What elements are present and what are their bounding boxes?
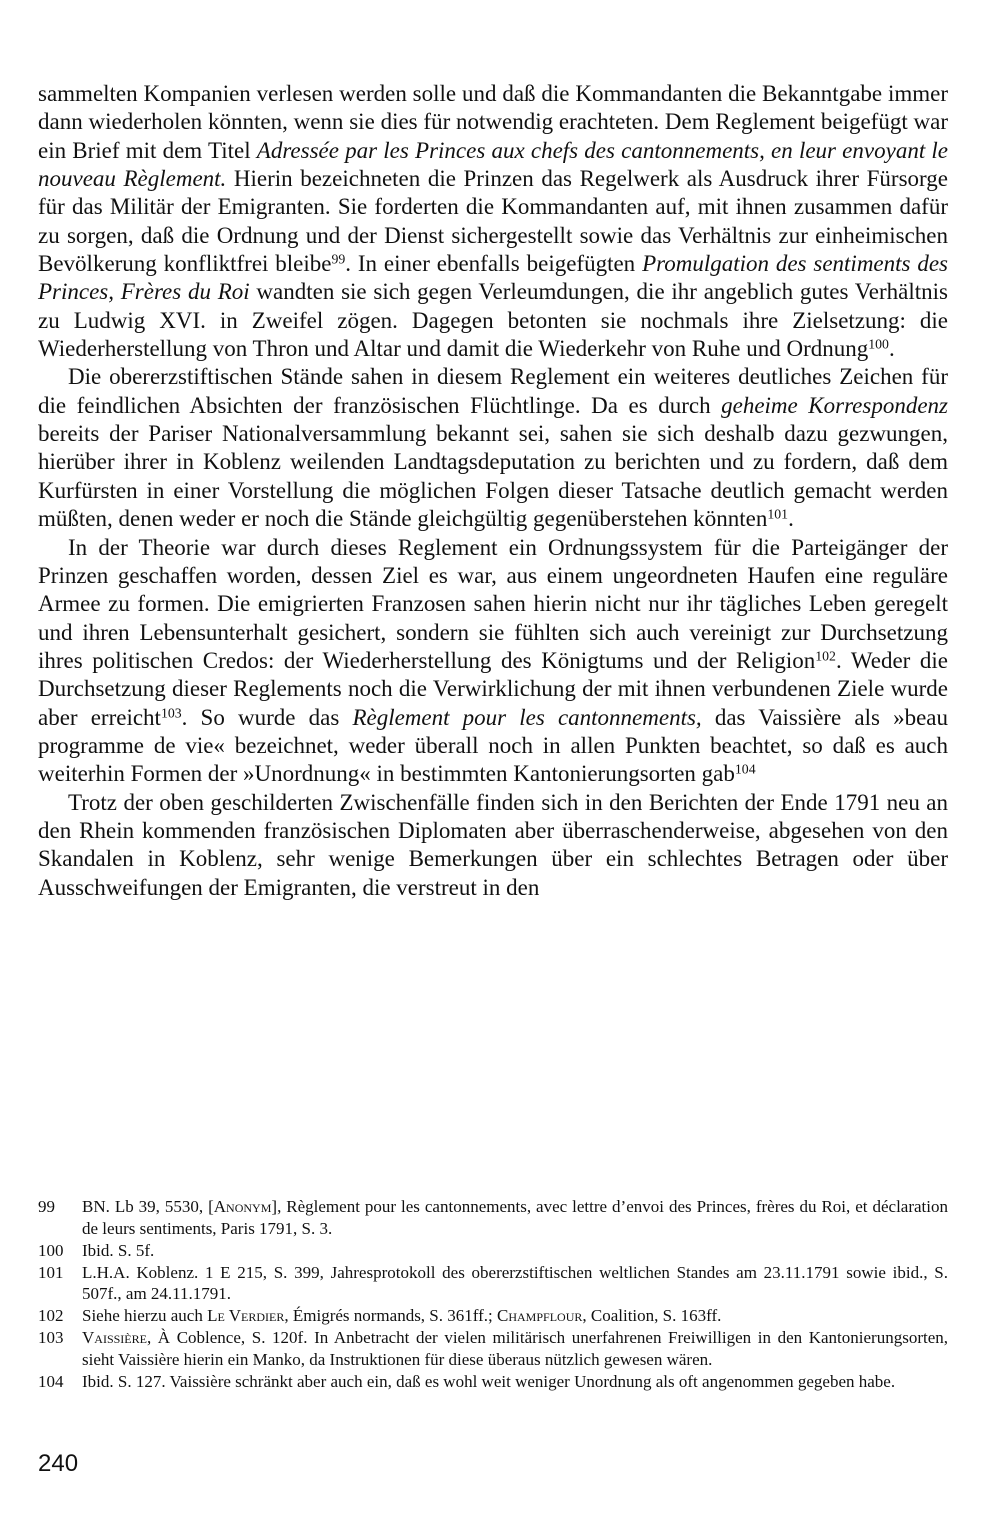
- footnote-item: [38, 1305, 948, 1327]
- footnote-ref-101[interactable]: 101: [767, 506, 789, 522]
- footnote-number: 101: [38, 1262, 64, 1282]
- text-run: , Émigrés normands, S. 361ff.;: [284, 1306, 498, 1326]
- text-run: .: [788, 506, 794, 532]
- footnote-item: [38, 1327, 948, 1370]
- text-run: .: [888, 336, 895, 362]
- footnote-text: L.H.A. Koblenz. 1 E 215, S. 399, Jahresprotokoll des obererzstiftischen weltlichen Standes am 23.11.1791 sowie ibid., S. 507f., am 24.11.1791.: [82, 1262, 948, 1304]
- author-name: Le Verdier: [207, 1306, 285, 1326]
- footnote-text: Ibid. S. 127. Vaissière schränkt aber auch ein, daß es wohl weit weniger Unordnung als oft angenommen gegeben habe.: [82, 1371, 896, 1391]
- text-run: bereits der Pariser Nationalversammlung bekannt sei, sahen sie sich deshalb dazu gezwungen, hierüber ihrer in Koblenz weilenden Landtagsdeputation zu berichten und zu fordern, daß dem Kurfürsten in einer Vorstellung die möglichen Folgen dieser Tatsache deutlich gemacht werden müßten, denen weder er noch die Stände gleichgültig gegenüberstehen könnten: [38, 421, 948, 532]
- italic-term: geheime Korrespondenz: [721, 392, 949, 418]
- footnote-ref-100[interactable]: 100: [868, 336, 889, 352]
- paragraph-3: [38, 534, 948, 789]
- text-run: sammelten Kompanien verlesen werden solle und daß die Kommandanten die Bekanntgabe immer dann wiederholen könnten, wenn sie dies für notwendig erachteten. Dem Reglement beigefügt war ein Brief mit dem Titel: [38, 81, 948, 163]
- footnote-ref-103[interactable]: 103: [160, 704, 182, 720]
- text-run: . Weder die Durchsetzung dieser Reglements noch die Verwirklichung der mit ihnen verbundenen Ziele wurde aber erreicht: [38, 647, 948, 730]
- text-run: wandten sie sich gegen Verleumdungen, die ihr angeblich gutes Verhältnis zu Ludwig XVI. in Zweifel zögen. Dagegen betonten sie nochmals ihre Zielsetzung: die Wiederherstellung von Thron und Altar und damit die Wiederkehr von Ruhe und Ordnung: [38, 279, 948, 362]
- footnote-item: [38, 1196, 948, 1239]
- text-run: Die obererzstiftischen Stände sahen in diesem Reglement ein weiteres deutliches Zeichen für die feindlichen Absichten der französischen Flüchtlinge. Da es durch: [38, 364, 948, 418]
- author-name: Vaissière: [82, 1328, 147, 1348]
- footnote-ref-102[interactable]: 102: [815, 648, 836, 664]
- text-run: . In einer ebenfalls beigefügten: [345, 251, 643, 277]
- footnote-item: [38, 1371, 948, 1393]
- paragraph-1: [38, 80, 948, 363]
- text-run: Trotz der oben geschilderten Zwischenfälle finden sich in den Berichten der Ende 1791 neu an den Rhein kommenden französischen Diplomaten aber überraschenderweise, abgesehen von den Skandalen in Koblenz, sehr wenige Bemerkungen über ein schlechtes Betragen oder über Ausschweifungen der Emigranten, die verstreut in den: [38, 789, 948, 900]
- text-run: Siehe hierzu auch: [82, 1306, 208, 1326]
- footnote-ref-99[interactable]: 99: [331, 251, 346, 267]
- footnote-number: 99: [38, 1197, 55, 1216]
- footnote-text: [82, 1327, 948, 1370]
- footnote-number: 103: [38, 1328, 64, 1348]
- footnote-item: [38, 1262, 948, 1305]
- author-name: Anonym: [213, 1197, 272, 1216]
- author-name: Champflour: [497, 1306, 583, 1326]
- italic-title: Règlement pour les cantonnements,: [352, 704, 702, 730]
- page-number: 240: [38, 1450, 79, 1477]
- text-run: , À Coblence, S. 120f. In Anbetracht der vielen militärisch unerfahrenen Freiwilligen in den Kantonierungsorten, sieht Vaissière hierin ein Manko, da Instruktionen für diese überaus nützlich gewesen wären.: [82, 1328, 948, 1369]
- text-run: BN. Lb 39, 5530, [: [82, 1197, 214, 1216]
- footnote-item: [38, 1240, 948, 1262]
- footnote-text: Ibid. S. 5f.: [82, 1240, 155, 1260]
- text-run: In der Theorie war durch dieses Reglement ein Ordnungssystem für die Parteigänger der Prinzen geschaffen worden, dessen Ziel es war, aus einem ungeordneten Haufen eine reguläre Armee zu formen. Die emigrierten Franzosen sahen hierin nicht nur ihr tägliches Leben geregelt und ihren Lebensunterhalt gesichert, sondern sie fühlten sich auch vereinigt zur Durchsetzung ihres politischen Credos: der Wiederherstellung des Königtums und der Religion: [38, 534, 948, 673]
- footnote-text: [82, 1305, 948, 1327]
- main-text: [38, 80, 948, 902]
- footnote-ref-104[interactable]: 104: [734, 761, 756, 777]
- italic-title: Promulgation des sentiments des Princes, Frères du Roi: [38, 251, 948, 305]
- text-run: . So wurde das: [181, 704, 353, 730]
- text-run: das Vaissière als »beau programme de vie« bezeichnet, weder überall noch in allen Punkten beachtet, so daß es auch weiterhin Formen der »Unordnung« in bestimmten Kantonierungsorten gab: [38, 704, 948, 787]
- paragraph-4: [38, 789, 948, 902]
- text-run: ], Règlement pour les cantonnements, avec lettre d’envoi des Princes, frères du Roi, et déclaration de leurs sentiments, Paris 1791, S. 3.: [82, 1197, 948, 1238]
- footnote-number: 104: [38, 1371, 64, 1391]
- footnotes: [38, 1196, 948, 1393]
- italic-title: Adressée par les Princes aux chefs des cantonnements, en leur envoyant le nouveau Règlement.: [38, 137, 948, 192]
- footnote-number: 100: [38, 1240, 64, 1260]
- footnote-text: [82, 1196, 948, 1239]
- text-run: Hierin bezeichneten die Prinzen das Regelwerk als Ausdruck ihrer Fürsorge für das Militär der Emigranten. Sie forderten die Kommandanten auf, mit ihnen zusammen dafür zu sorgen, daß die Ordnung und der Dienst sichergestellt sowie das Verhältnis zur einheimischen Bevölkerung konfliktfrei bleibe: [38, 166, 948, 277]
- text-run: , Coalition, S. 163ff.: [582, 1306, 722, 1326]
- paragraph-2: [38, 363, 948, 533]
- footnote-number: 102: [38, 1306, 64, 1326]
